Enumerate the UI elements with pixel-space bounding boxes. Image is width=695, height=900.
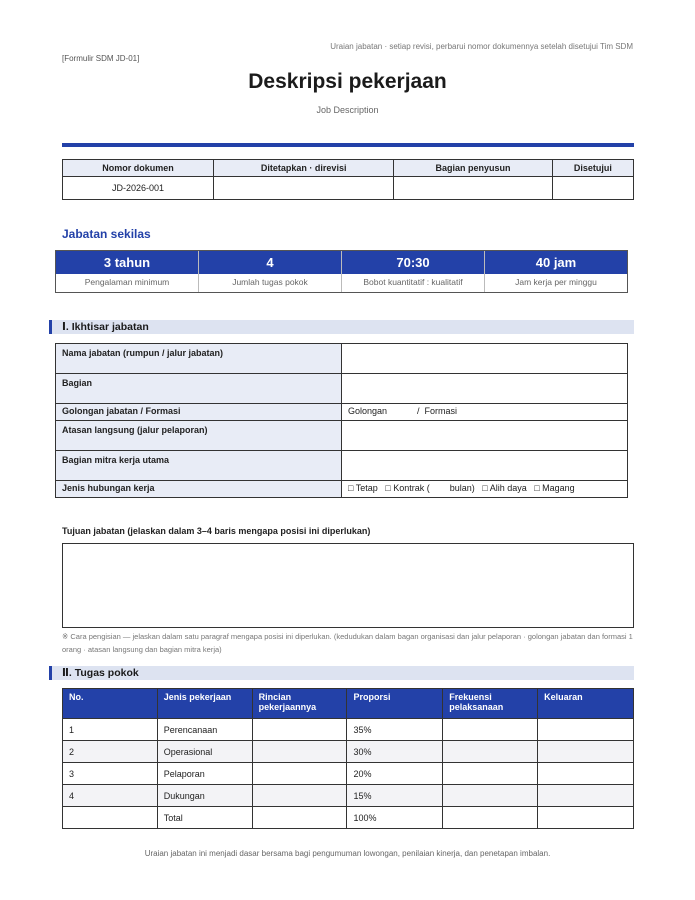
glance-item [485,251,627,292]
table-cell[interactable] [252,741,347,763]
document-number-value[interactable]: JD-2026-001 [63,177,214,200]
section-2-title: Ⅱ. Tugas pokok [62,667,139,679]
section-1-heading [49,320,634,334]
table-cell[interactable] [538,741,634,763]
table-cell[interactable] [538,763,634,785]
job-overview-table [55,343,628,498]
glance-label: Bobot kuantitatif : kualitatif [363,277,463,287]
purpose-input-box[interactable] [62,543,634,628]
table-cell [443,807,538,829]
approval-value[interactable] [552,177,633,200]
table-cell[interactable] [443,719,538,741]
field-label: Atasan langsung (jalur pelaporan) [56,421,342,451]
department-field[interactable] [342,374,628,404]
meta-header: Disetujui [552,160,633,177]
field-label: Jenis hubungan kerja [56,481,342,498]
table-cell[interactable] [443,741,538,763]
table-cell [538,807,634,829]
glance-label: Pengalaman minimum [84,277,170,287]
glance-item [199,251,342,292]
meta-header: Bagian penyusun [394,160,552,177]
table-cell[interactable] [252,719,347,741]
page-subtitle: Job Description [316,105,379,115]
column-header: Rincian pekerjaannya [252,689,347,719]
table-cell: 4 [63,785,158,807]
purpose-label: Tujuan jabatan (jelaskan dalam 3–4 baris mengapa posisi ini diperlukan) [62,526,371,536]
table-row [63,741,634,763]
glance-heading: Jabatan sekilas [62,227,151,241]
table-cell: 3 [63,763,158,785]
glance-item [56,251,199,292]
column-header: Frekuensi pelaksanaan [443,689,538,719]
table-cell: Total [157,807,252,829]
revision-date-value[interactable] [214,177,394,200]
table-row [63,763,634,785]
glance-value: 40 jam [485,251,627,274]
glance-item [342,251,485,292]
direct-supervisor-field[interactable] [342,421,628,451]
meta-header: Ditetapkan · direvisi [214,160,394,177]
table-cell: 15% [347,785,443,807]
table-cell[interactable] [252,785,347,807]
column-header: Proporsi [347,689,443,719]
table-row [63,719,634,741]
employment-type-options[interactable]: □ Tetap □ Kontrak ( bulan) □ Alih daya □ Magang [342,481,628,498]
table-cell[interactable] [538,785,634,807]
glance-summary [55,250,628,293]
table-cell [252,807,347,829]
glance-label: Jam kerja per minggu [515,277,597,287]
table-cell[interactable] [443,763,538,785]
table-cell: 2 [63,741,158,763]
field-label: Golongan jabatan / Formasi [56,404,342,421]
field-label: Nama jabatan (rumpun / jalur jabatan) [56,344,342,374]
title-divider [62,143,634,147]
column-header: Jenis pekerjaan [157,689,252,719]
glance-value: 70:30 [342,251,484,274]
form-code: [Formulir SDM JD-01] [62,54,140,63]
table-cell: 35% [347,719,443,741]
table-cell: 1 [63,719,158,741]
table-cell: Perencanaan [157,719,252,741]
table-cell: Pelaporan [157,763,252,785]
job-title-field[interactable] [342,344,628,374]
footer-note: Uraian jabatan ini menjadi dasar bersama bagi pengumuman lowongan, penilaian kinerja, dan penetapan imbalan. [144,849,551,858]
table-cell[interactable] [252,763,347,785]
filling-guide-note: ※ Cara pengisian — jelaskan dalam satu paragraf mengapa posisi ini diperlukan. (kedudukan dalam bagan organisasi dan jalur pelaporan · golongan jabatan dan formasi 1 orang · atasan langsung dan bagian mitra kerja) [62,632,633,654]
column-header: Keluaran [538,689,634,719]
field-label: Bagian mitra kerja utama [56,451,342,481]
table-cell: 20% [347,763,443,785]
table-cell: 100% [347,807,443,829]
table-row [63,785,634,807]
partner-department-field[interactable] [342,451,628,481]
table-cell[interactable] [443,785,538,807]
top-note: Uraian jabatan · setiap revisi, perbarui nomor dokumennya setelah disetujui Tim SDM [330,42,633,51]
grade-formation-field[interactable]: Golongan / Formasi [342,404,628,421]
glance-value: 4 [199,251,341,274]
glance-label: Jumlah tugas pokok [232,277,308,287]
table-total-row [63,807,634,829]
glance-value: 3 tahun [56,251,198,274]
main-duties-table [62,688,634,829]
field-label: Bagian [56,374,342,404]
section-2-heading [49,666,634,680]
document-meta-table [62,159,634,200]
table-cell [63,807,158,829]
table-cell: Dukungan [157,785,252,807]
section-1-title: Ⅰ. Ikhtisar jabatan [62,321,149,333]
author-department-value[interactable] [394,177,552,200]
page-title: Deskripsi pekerjaan [248,70,447,93]
table-cell: Operasional [157,741,252,763]
column-header: No. [63,689,158,719]
table-cell: 30% [347,741,443,763]
meta-header: Nomor dokumen [63,160,214,177]
table-cell[interactable] [538,719,634,741]
